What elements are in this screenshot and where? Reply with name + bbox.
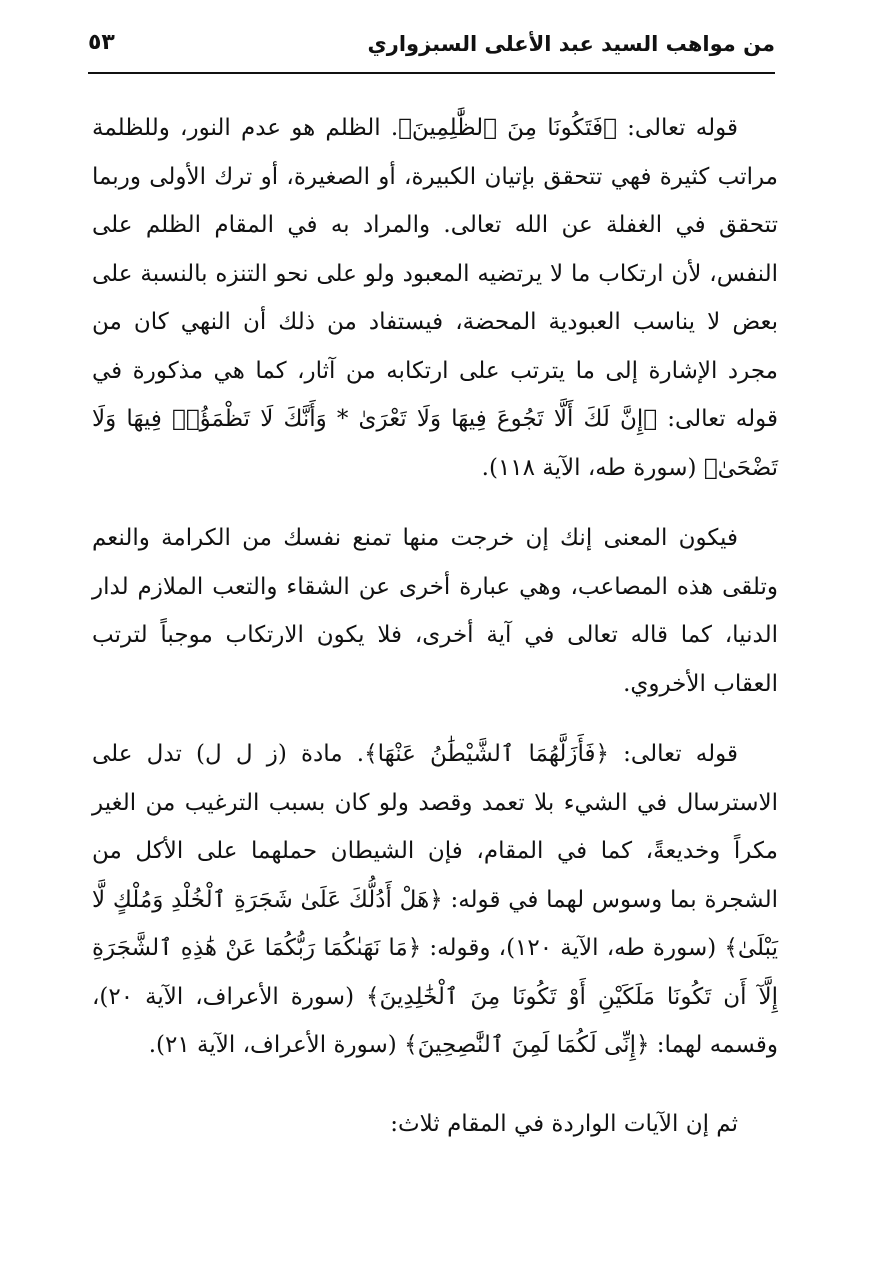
quran-verse-3: ﴿فَأَزَلَّهُمَا ٱلشَّيْطَٰنُ عَنْهَا﴾	[364, 741, 610, 767]
paragraph-3-text-d: (سورة الأعراف، الآية ٢٠)، وقسمه لهما:	[92, 983, 778, 1058]
page-number: ٥٣	[88, 30, 115, 55]
quran-verse-1: ﴿فَتَكُونَا مِنَ ٱلظَّٰلِمِينَ﴾	[398, 115, 617, 141]
quran-verse-5: ﴿مَا نَهَىٰكُمَا رَبُّكُمَا عَنْ هَٰذِهِ ٱلشَّجَرَةِ إِلَّآ أَن تَكُونَا مَلَكَيْنِ أَوْ تَكُونَا مِنَ ٱلْخَٰلِدِينَ﴾	[92, 935, 778, 1010]
paragraph-1-text-c: (سورة طه، الآية ١١٨).	[481, 454, 704, 481]
paragraph-1	[92, 104, 778, 492]
quran-verse-4: ﴿هَلْ أَدُلُّكَ عَلَىٰ شَجَرَةِ ٱلْخُلْدِ وَمُلْكٍ لَّا يَبْلَىٰ﴾	[92, 886, 779, 961]
paragraph-3-text-b: . مادة (ز ل ل) تدل على الاسترسال في الشيء بلا تعمد وقصد ولو كان بسبب الترغيب من الغير مكراً وخديعةً، كما في المقام، فإن الشيطان حملهما على الأكل من الشجرة بما وسوس لهما في قوله:	[92, 741, 778, 913]
body-text	[92, 104, 778, 1148]
paragraph-3-text-e: (سورة الأعراف، الآية ٢١).	[148, 1032, 405, 1058]
paragraph-3-text-a: قوله تعالى:	[609, 741, 738, 767]
header-divider	[88, 72, 775, 74]
paragraph-2: فيكون المعنى إنك إن خرجت منها تمنع نفسك من الكرامة والنعم وتلقى هذه المصاعب، وهي عبارة أخرى عن الشقاء والتعب الملازم لدار الدنيا، كما قاله تعالى في آية أخرى، فلا يكون الارتكاب موجباً لترتب العقاب الأخروي.	[92, 525, 778, 697]
quran-verse-6: ﴿إِنِّى لَكُمَا لَمِنَ ٱلنَّٰصِحِينَ﴾	[404, 1032, 650, 1058]
paragraph-3-text-c: (سورة طه، الآية ١٢٠)، وقوله:	[421, 935, 725, 961]
paragraph-1-text-b: . الظلم هو عدم النور، وللظلمة مراتب كثيرة فهي تتحقق بإتيان الكبيرة، أو الصغيرة، أو ترك الأولى وربما تتحقق في الغفلة عن الله تعالى. والمراد به في المقام الظلم على النفس، لأن ارتكاب ما لا يرتضيه المعبود ولو على نحو التنزه بالنسبة على بعض لا يناسب العبودية المحضة، فيستفاد من ذلك أن النهي كان من مجرد الإشارة إلى ما يترتب على ارتكابه من آثار، كما هي مذكورة في قوله تعالى:	[92, 115, 778, 432]
running-header	[88, 26, 775, 66]
paragraph-1-text-a: قوله تعالى:	[616, 115, 738, 141]
header-title: من مواهب السيد عبد الأعلى السبزواري	[367, 32, 775, 56]
paragraph-3	[92, 730, 778, 1070]
quran-verse-2: ﴿إِنَّ لَكَ أَلَّا تَجُوعَ فِيهَا وَلَا تَعْرَىٰ * وَأَنَّكَ لَا تَظْمَؤُا۟ فِيهَا وَلَا تَضْحَىٰ﴾	[92, 406, 778, 481]
paragraph-4: ثم إن الآيات الواردة في المقام ثلاث:	[390, 1110, 738, 1137]
